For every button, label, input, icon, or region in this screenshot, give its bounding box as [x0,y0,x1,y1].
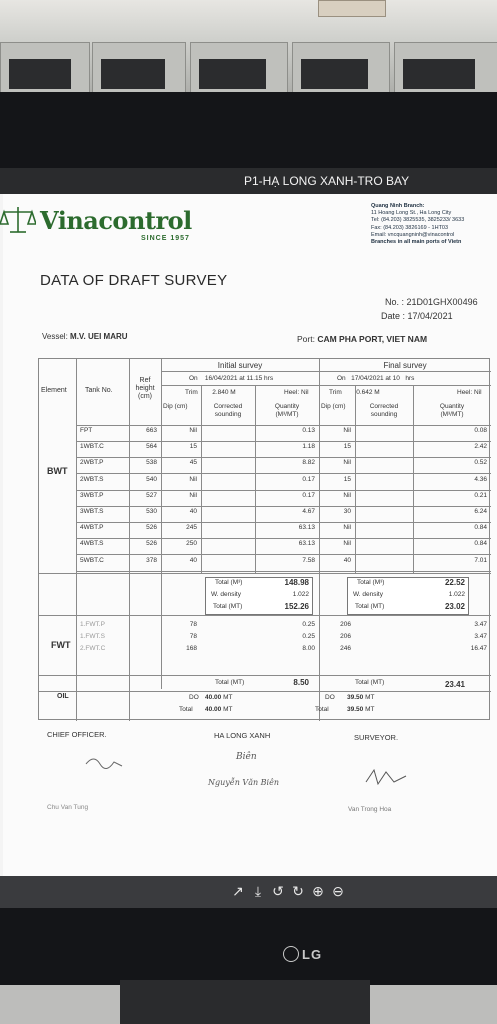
bwt-label: BWT [47,466,68,476]
bwt-i-total-mt-label: Total (MT) [213,603,243,610]
fwt-final-dip: 246 [340,645,351,652]
oil-label: OIL [57,693,69,700]
bwt-final-dip: 30 [343,508,351,515]
bwt-f-total-m3-label: Total (M³) [357,579,385,586]
oil-i-total: 40.00 MT [205,706,233,713]
bwt-final-quantity: 0.52 [474,459,487,467]
final-dip-header: Dip (cm) [321,403,346,410]
bwt-f-density-label: W. density [353,591,383,598]
branch-address: 11 Hoang Long St., Ha Long City [371,210,452,217]
ha-long-xanh-label: HA LONG XANH [214,731,271,740]
chief-signature [84,752,124,772]
bwt-f-total-m3: 22.52 [444,578,465,587]
bwt-initial-quantity: 4.67 [302,508,315,515]
bwt-initial-dip: 15 [189,443,197,451]
fwt-final-quantity: 3.47 [474,621,487,628]
ha-long-signature-1: Biên [236,752,257,762]
bwt-initial-quantity: 0.13 [302,427,315,434]
bwt-ref-height: 540 [146,475,157,483]
bwt-initial-quantity: 0.17 [302,475,315,483]
rotate-right-icon[interactable]: ↻ [292,883,304,899]
desk-surface [370,985,497,1024]
bwt-final-quantity: 0.21 [474,491,487,499]
branch-branches: Branches in all main ports of Vietn [371,239,462,246]
image-viewer-toolbar [0,876,497,908]
bwt-initial-dip: Nil [189,491,197,499]
initial-survey-title: Initial survey [217,361,263,370]
fwt-initial-dip: 78 [189,633,197,640]
bwt-tank-name: 3WBT.P [80,491,104,499]
final-trim: Trim 0.642 M [329,389,380,396]
bwt-ref-height: 564 [146,443,157,451]
port-name: Port: CAM PHA PORT, VIET NAM [297,334,428,344]
bwt-initial-dip: 245 [186,524,197,532]
bwt-ref-height: 663 [146,427,157,434]
fwt-final-quantity: 16.47 [470,645,487,652]
bwt-initial-quantity: 1.18 [302,443,315,451]
monitor-stand [120,980,370,1024]
oil-i-total-label: Total [179,706,193,713]
final-quantity-header: Quantity (M³/MT) [439,403,465,418]
share-icon[interactable]: ↗ [232,883,244,899]
bwt-i-total-m3: 148.98 [284,578,309,587]
bwt-i-density: 1.022 [292,591,309,598]
zoom-out-icon[interactable]: ⊖ [332,883,344,899]
bwt-ref-height: 530 [146,508,157,515]
bwt-ref-height: 526 [146,540,157,548]
fwt-label: FWT [51,640,71,650]
bwt-final-dip: Nil [343,427,351,434]
fwt-initial-quantity: 0.25 [302,621,315,628]
fwt-tank-name: 1.FWT.P [80,621,105,628]
fwt-f-total: 23.41 [444,680,465,689]
bwt-i-density-label: W. density [211,591,241,598]
wall-sign [318,0,386,17]
bwt-initial-quantity: 63.13 [298,524,315,532]
bwt-tank-name: 1WBT.C [80,443,104,451]
fwt-f-total-label: Total (MT) [355,679,385,686]
bwt-tank-name: 4WBT.P [80,524,104,532]
bwt-final-dip: 15 [343,443,351,451]
logo-since: SINCE 1957 [141,235,190,242]
bwt-final-quantity: 0.08 [474,427,487,434]
initial-heel: Heel: Nil [284,389,309,396]
bwt-ref-height: 538 [146,459,157,467]
branch-info [371,203,497,246]
bwt-final-quantity: 0.84 [474,524,487,532]
fwt-initial-quantity: 8.00 [302,645,315,652]
chief-officer-name: Chu Van Tung [47,804,89,811]
vessel-name: Vessel: M.V. UEI MARU [42,332,128,341]
document-title: DATA OF DRAFT SURVEY [40,272,228,289]
lg-logo-icon [283,946,299,962]
scale-logo-icon [0,204,36,236]
vinacontrol-logo: Vinacontrol [40,206,192,235]
header-ref: Ref height (cm) [135,377,155,400]
final-heel: Heel: Nil [457,389,482,396]
branch-name: Quang Ninh Branch: [371,203,425,209]
zoom-in-icon[interactable]: ⊕ [312,883,324,899]
bwt-initial-dip: 40 [189,556,197,564]
initial-dip-header: Dip (cm) [163,403,188,410]
fwt-i-total-label: Total (MT) [215,679,245,686]
bwt-tank-name: 3WBT.S [80,508,104,515]
bwt-initial-dip: 40 [189,508,197,515]
bwt-ref-height: 527 [146,491,157,499]
draft-survey-table [38,358,490,720]
bwt-initial-quantity: 63.13 [298,540,315,548]
bwt-initial-dip: 250 [186,540,197,548]
document-number: No. : 21D01GHX00496 [385,297,478,307]
oil-f-total-label: Total [315,706,329,713]
bwt-f-total-mt: 23.02 [444,602,465,611]
bwt-initial-quantity: 7.58 [302,556,315,564]
rotate-left-icon[interactable]: ↺ [272,883,284,899]
bwt-initial-quantity: 0.17 [302,491,315,499]
bwt-tank-name: 5WBT.C [80,556,104,564]
surveyor-name: Van Trong Hoa [348,806,392,813]
bwt-final-dip: Nil [343,459,351,467]
initial-on: On 16/04/2021 at 11.15 hrs [189,375,274,382]
bwt-tank-name: 4WBT.S [80,540,104,548]
bwt-initial-dip: 45 [189,459,197,467]
fwt-initial-quantity: 0.25 [302,633,315,640]
bwt-final-dip: 40 [343,556,351,564]
fwt-initial-dip: 168 [186,645,197,652]
bwt-ref-height: 526 [146,524,157,532]
window-title: P1-HẠ LONG XANH-TRO BAY [244,174,410,188]
bwt-final-dip: Nil [343,540,351,548]
ha-long-signature-2: Nguyễn Văn Biên [208,778,279,787]
branch-fax: Fax: (84.203) 3826169 - 1HT03 [371,224,449,231]
branch-email: Email: vncquangninh@vinacontrol [371,231,455,238]
fwt-tank-name: 2.FWT.C [80,645,106,652]
document-date: Date : 17/04/2021 [381,311,453,321]
bwt-final-quantity: 7.01 [474,556,487,564]
fwt-initial-dip: 78 [189,621,197,628]
bwt-initial-quantity: 8.82 [302,459,315,467]
branch-tel: Tel: (84.203) 3825535, 3825233/ 3633 [371,217,465,224]
header-tank: Tank No. [85,387,113,394]
oil-f-do: 39.50 MT [347,694,375,701]
final-corrected-header: Corrected sounding [369,403,399,418]
bwt-i-total-mt: 152.26 [284,602,309,611]
oil-f-total: 39.50 MT [347,706,375,713]
bwt-ref-height: 378 [146,556,157,564]
bwt-final-quantity: 0.84 [474,540,487,548]
bwt-f-total-mt-label: Total (MT) [355,603,385,610]
bwt-tank-name: 2WBT.S [80,475,104,483]
fwt-final-quantity: 3.47 [474,633,487,640]
initial-quantity-header: Quantity (M³/MT) [274,403,300,418]
image-viewer-titlebar [0,168,497,194]
fwt-final-dip: 206 [340,633,351,640]
bwt-tank-name: 2WBT.P [80,459,104,467]
bwt-final-dip: 15 [343,475,351,483]
final-survey-title: Final survey [383,361,427,370]
final-on: On 17/04/2021 at 10 hrs [337,375,415,382]
desk-surface [0,985,120,1024]
bwt-final-quantity: 2.42 [474,443,487,451]
fwt-final-dip: 206 [340,621,351,628]
bwt-final-dip: Nil [343,491,351,499]
fwt-tank-name: 1.FWT.S [80,633,105,640]
bwt-tank-name: FPT [80,427,93,434]
oil-i-do-label: DO [189,694,199,701]
bwt-final-quantity: 4.36 [474,475,487,483]
surveyor-signature [364,766,408,788]
surveyor-label: SURVEYOR. [354,733,399,742]
bwt-final-quantity: 6.24 [474,508,487,515]
oil-i-do: 40.00 MT [205,694,233,701]
download-icon[interactable]: ⤓ [254,883,262,899]
bwt-initial-dip: Nil [189,475,197,483]
bwt-final-dip: Nil [343,524,351,532]
bwt-f-density: 1.022 [448,591,465,598]
chief-officer-label: CHIEF OFFICER. [47,730,107,739]
monitor-brand: LG [283,946,322,962]
fwt-i-total: 8.50 [293,678,309,687]
bwt-i-total-m3-label: Total (M³) [215,579,243,586]
header-element: Element [41,387,67,394]
initial-corrected-header: Corrected sounding [213,403,243,418]
oil-f-do-label: DO [325,694,335,701]
initial-trim: Trim 2.840 M [185,389,236,396]
bwt-initial-dip: Nil [189,427,197,434]
